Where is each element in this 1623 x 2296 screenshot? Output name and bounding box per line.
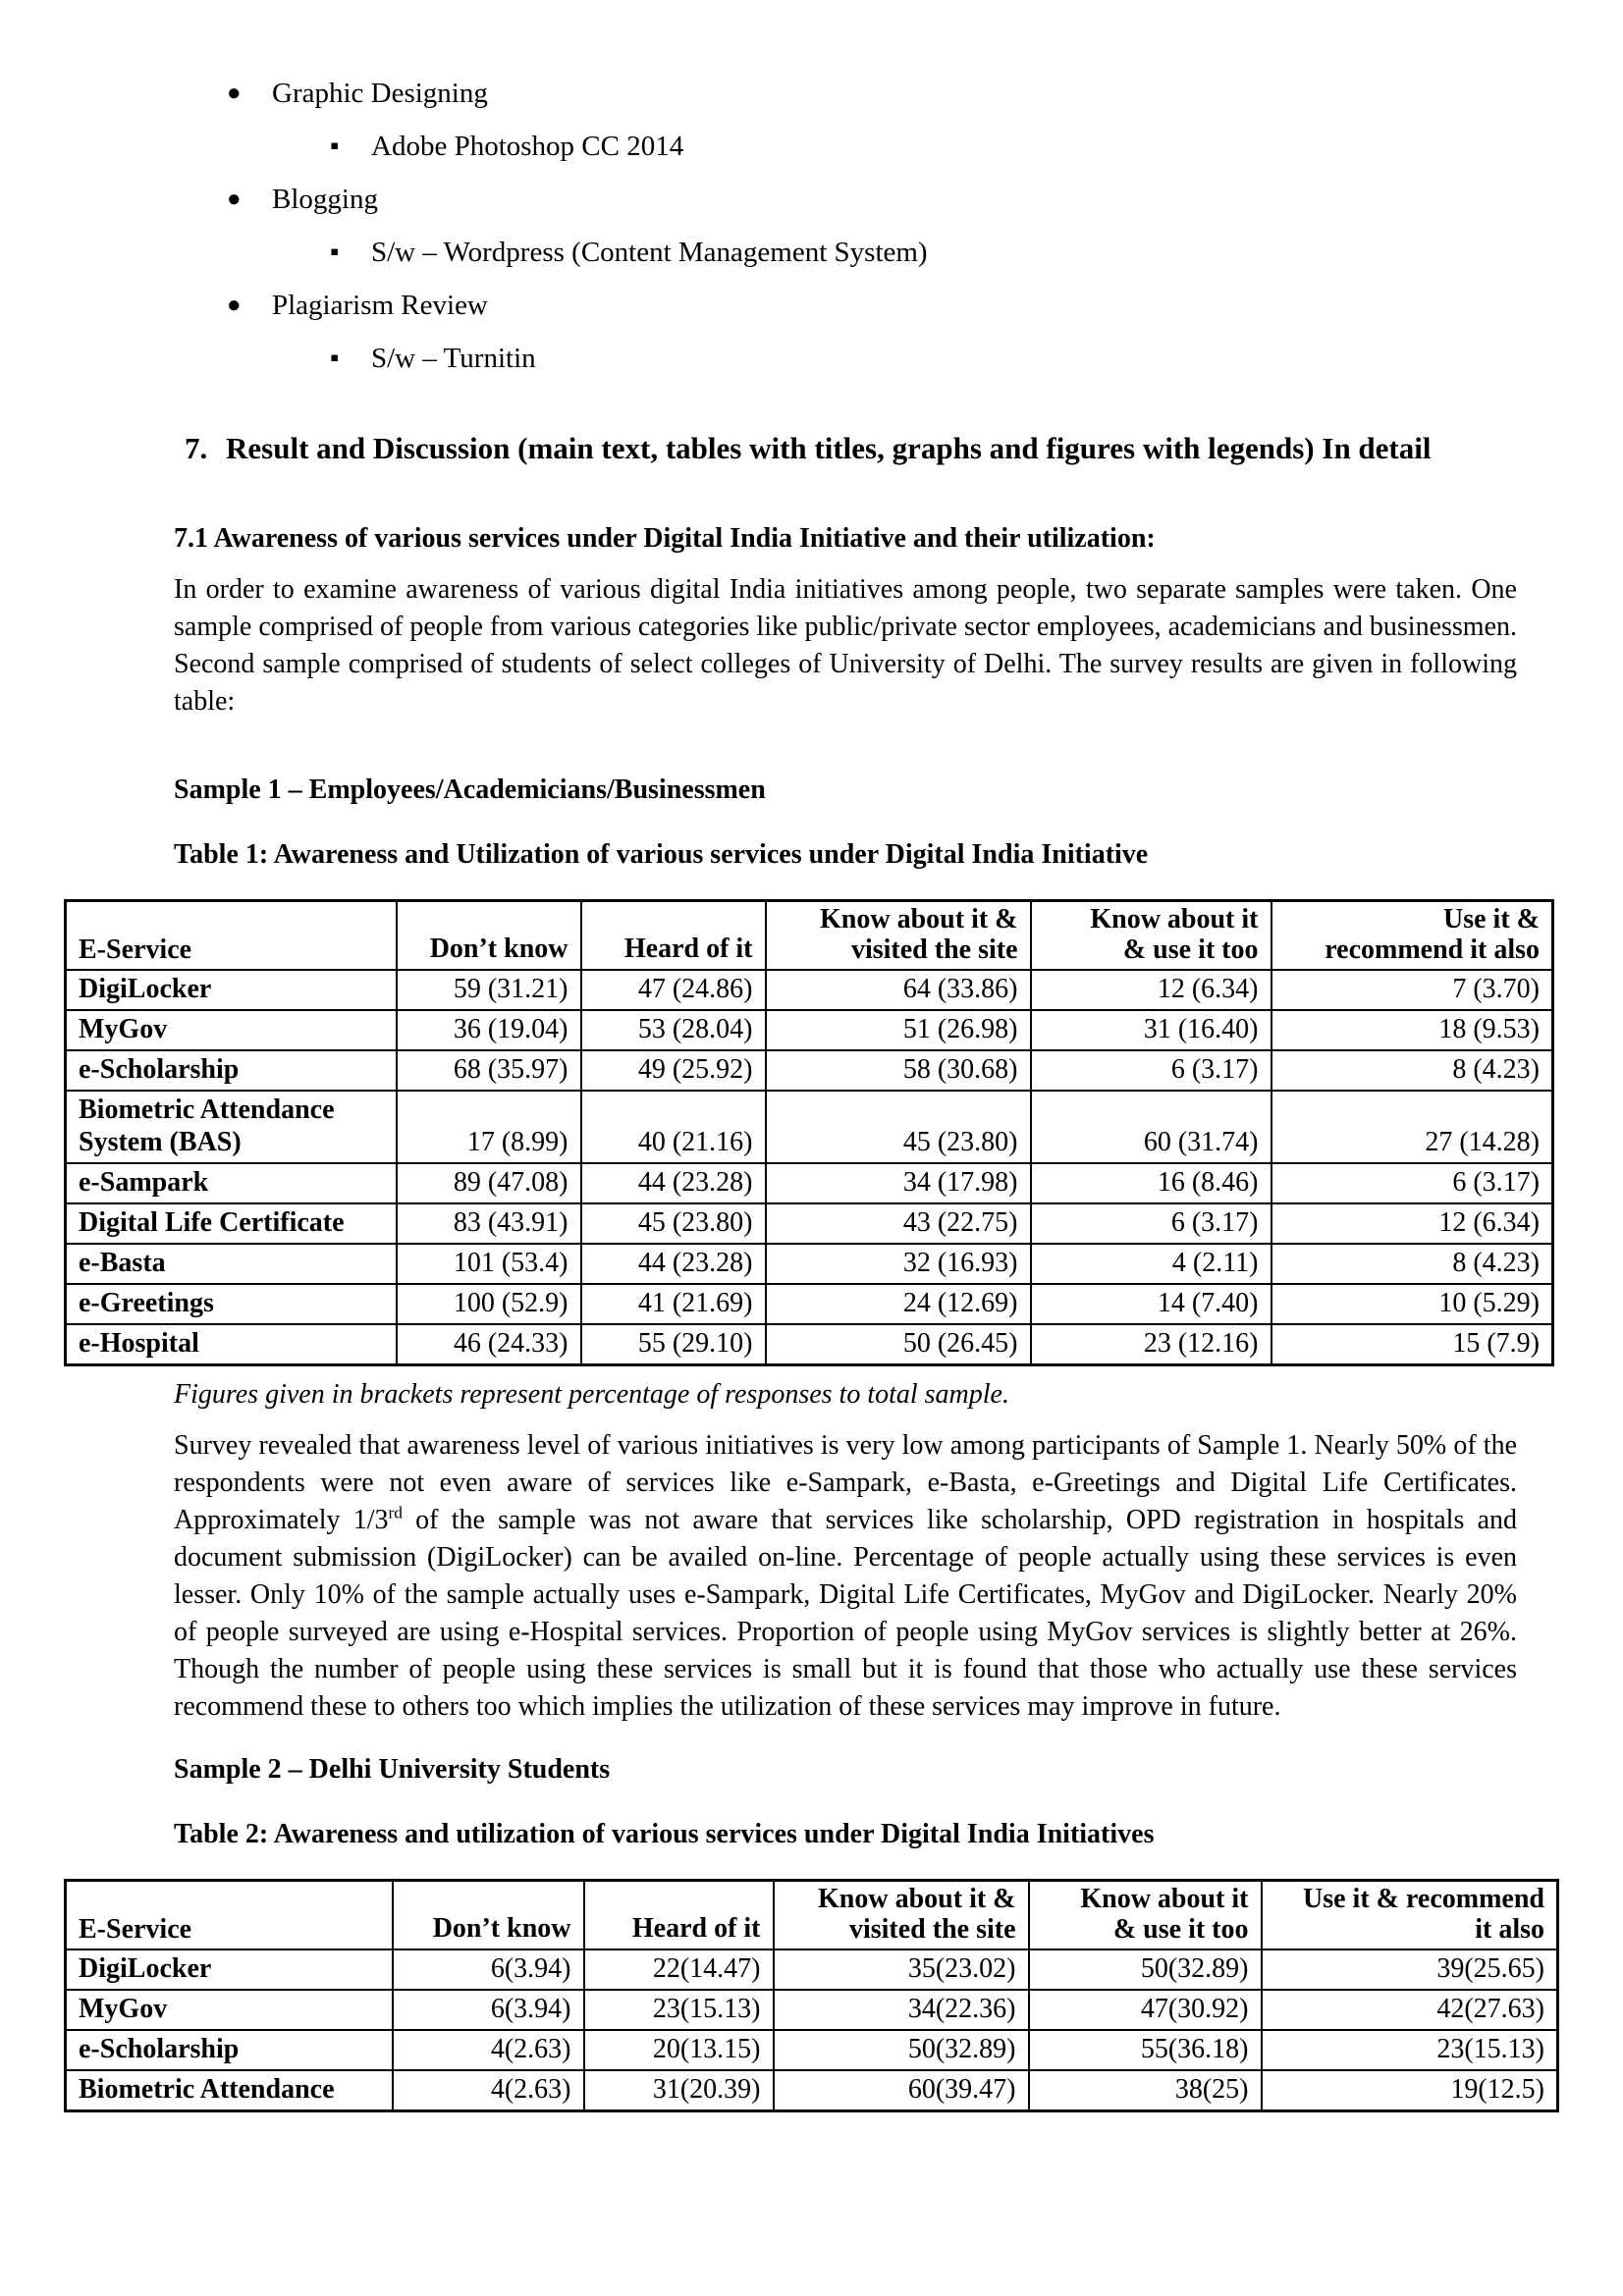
sub-bullet-item: [0, 226, 1623, 279]
value-cell: 6 (3.17): [1031, 1203, 1271, 1244]
header-line: & use it too: [1112, 1914, 1249, 1945]
value-cell: 58 (30.68): [766, 1050, 1031, 1091]
value-cell: 59 (31.21): [397, 970, 581, 1010]
service-cell: e-Scholarship: [66, 1050, 397, 1091]
sample1-heading: Sample 1 – Employees/Academicians/Businessmen: [174, 774, 766, 805]
service-cell: DigiLocker: [66, 970, 397, 1010]
value-cell: 14 (7.40): [1031, 1284, 1271, 1324]
table1-header-row: [66, 901, 1553, 971]
heading-text: Result and Discussion (main text, tables with titles, graphs and figures with legends) In detail: [226, 431, 1432, 465]
table1-title: Table 1: Awareness and Utilization of various services under Digital India Initiative: [174, 839, 1149, 870]
value-cell: 50 (26.45): [766, 1324, 1031, 1365]
value-cell: 6(3.94): [393, 1949, 584, 1990]
table-row: [66, 2070, 1558, 2111]
value-cell: 19(12.5): [1262, 2070, 1558, 2111]
service-cell: DigiLocker: [66, 1949, 393, 1990]
ordinal-superscript: rd: [388, 1503, 403, 1522]
bullet-label: Adobe Photoshop CC 2014: [371, 131, 684, 162]
intro-paragraph: In order to examine awareness of various digital India initiatives among people, two separate samples were taken. One sample comprised of people from various categories like public/private sector employees, academicians and businessmen. Second sample comprised of students of select colleges of University of Delhi. The survey results are given in following table:: [174, 574, 1517, 717]
bullet-item: [0, 173, 1623, 226]
value-cell: 53 (28.04): [581, 1010, 766, 1050]
col-header-e-service: E-Service: [66, 1881, 393, 1950]
square-bullet-icon: ▪: [330, 238, 340, 266]
value-cell: 22(14.47): [584, 1949, 774, 1990]
value-cell: 40 (21.16): [581, 1091, 766, 1163]
table-row: [66, 1949, 1558, 1990]
value-cell: 34 (17.98): [766, 1163, 1031, 1203]
value-cell: 55(36.18): [1029, 2030, 1262, 2070]
sub-bullet-item: [0, 120, 1623, 173]
value-cell: 50(32.89): [774, 2030, 1029, 2070]
col-header-know-visited: [766, 901, 1031, 971]
value-cell: 8 (4.23): [1271, 1244, 1553, 1284]
header-line: Know about it &: [820, 904, 1018, 934]
value-cell: 64 (33.86): [766, 970, 1031, 1010]
col-header-know-visited: [774, 1881, 1029, 1950]
value-cell: 16 (8.46): [1031, 1163, 1271, 1203]
header-line: Know about it: [1090, 904, 1259, 934]
value-cell: 68 (35.97): [397, 1050, 581, 1091]
value-cell: 50(32.89): [1029, 1949, 1262, 1990]
col-header-e-service: E-Service: [66, 901, 397, 971]
value-cell: 83 (43.91): [397, 1203, 581, 1244]
value-cell: 24 (12.69): [766, 1284, 1031, 1324]
value-cell: 31 (16.40): [1031, 1010, 1271, 1050]
discussion-text: Survey revealed that awareness level of various initiatives is very low among participants of Sample 1. Nearly 50% of the respondents were not even aware of services like e-Sampark, e-Basta, e-Greetings and Digital Life Certificates. Approximately 1/3: [174, 1430, 1517, 1535]
header-line: Know about it: [1080, 1884, 1249, 1914]
service-cell: MyGov: [66, 1010, 397, 1050]
header-line: visited the site: [848, 1914, 1016, 1945]
value-cell: 6 (3.17): [1271, 1163, 1553, 1203]
bullet-label: Plagiarism Review: [272, 290, 488, 321]
square-bullet-icon: ▪: [330, 132, 340, 160]
value-cell: 49 (25.92): [581, 1050, 766, 1091]
service-cell: Biometric Attendance: [66, 2070, 393, 2111]
discussion-text: of the sample was not aware that services like scholarship, OPD registration in hospitals and document submission (DigiLocker) can be availed on-line. Percentage of people actually using these services is even lesser. Only 10% of the sample actually uses e-Sampark, Digital Life Certificates, MyGov and DigiLocker. Nearly 20% of people surveyed are using e-Hospital services. Proportion of people using MyGov services is slightly better at 26%. Though the number of people using these services is small but it is found that those who actually use these services recommend these to others too which implies the utilization of these services may improve in future.: [174, 1505, 1517, 1722]
table-row: [66, 1163, 1553, 1203]
discussion-paragraph: [174, 1427, 1517, 1726]
value-cell: 47 (24.86): [581, 970, 766, 1010]
value-cell: 43 (22.75): [766, 1203, 1031, 1244]
value-cell: 23(15.13): [584, 1990, 774, 2030]
table1-awareness: [64, 899, 1554, 1366]
service-cell: MyGov: [66, 1990, 393, 2030]
table-row: [66, 1324, 1553, 1365]
header-line: Use it & recommend: [1303, 1884, 1544, 1914]
sample2-heading: Sample 2 – Delhi University Students: [174, 1754, 611, 1785]
value-cell: 15 (7.9): [1271, 1324, 1553, 1365]
value-cell: 17 (8.99): [397, 1091, 581, 1163]
value-cell: 60 (31.74): [1031, 1091, 1271, 1163]
value-cell: 44 (23.28): [581, 1163, 766, 1203]
value-cell: 8 (4.23): [1271, 1050, 1553, 1091]
value-cell: 4(2.63): [393, 2030, 584, 2070]
bullet-label: S/w – Turnitin: [371, 343, 536, 374]
value-cell: 55 (29.10): [581, 1324, 766, 1365]
service-cell: Digital Life Certificate: [66, 1203, 397, 1244]
value-cell: 60(39.47): [774, 2070, 1029, 2111]
value-cell: 45 (23.80): [581, 1203, 766, 1244]
value-cell: 31(20.39): [584, 2070, 774, 2111]
value-cell: 89 (47.08): [397, 1163, 581, 1203]
value-cell: 4(2.63): [393, 2070, 584, 2111]
table-row: [66, 1203, 1553, 1244]
square-bullet-icon: ▪: [330, 344, 340, 372]
value-cell: 10 (5.29): [1271, 1284, 1553, 1324]
value-cell: 4 (2.11): [1031, 1244, 1271, 1284]
bullet-label: Graphic Designing: [272, 78, 488, 109]
software-bullet-list: [0, 0, 1623, 385]
disc-bullet-icon: ●: [227, 80, 242, 106]
table2-title: Table 2: Awareness and utilization of various services under Digital India Initiatives: [174, 1819, 1155, 1849]
header-line: visited the site: [850, 934, 1018, 965]
value-cell: 35(23.02): [774, 1949, 1029, 1990]
service-cell: e-Basta: [66, 1244, 397, 1284]
value-cell: 18 (9.53): [1271, 1010, 1553, 1050]
table-row: [66, 1050, 1553, 1091]
value-cell: 45 (23.80): [766, 1091, 1031, 1163]
disc-bullet-icon: ●: [227, 293, 242, 318]
service-cell: e-Sampark: [66, 1163, 397, 1203]
header-line: Use it &: [1443, 904, 1540, 934]
value-cell: 47(30.92): [1029, 1990, 1262, 2030]
value-cell: 23 (12.16): [1031, 1324, 1271, 1365]
col-header-heard-of-it: Heard of it: [584, 1881, 774, 1950]
value-cell: 100 (52.9): [397, 1284, 581, 1324]
value-cell: 42(27.63): [1262, 1990, 1558, 2030]
value-cell: 12 (6.34): [1031, 970, 1271, 1010]
value-cell: 32 (16.93): [766, 1244, 1031, 1284]
table1-footnote: Figures given in brackets represent percentage of responses to total sample.: [174, 1379, 1009, 1410]
disc-bullet-icon: ●: [227, 187, 242, 212]
table-row: [66, 1010, 1553, 1050]
heading-number: 7.: [185, 431, 208, 465]
value-cell: 7 (3.70): [1271, 970, 1553, 1010]
table2-header-row: [66, 1881, 1558, 1950]
col-header-use-recommend: [1271, 901, 1553, 971]
bullet-item: [0, 67, 1623, 120]
header-line: & use it too: [1122, 934, 1259, 965]
service-cell: e-Greetings: [66, 1284, 397, 1324]
value-cell: 41 (21.69): [581, 1284, 766, 1324]
col-header-heard-of-it: Heard of it: [581, 901, 766, 971]
header-line: Know about it &: [818, 1884, 1016, 1914]
value-cell: 27 (14.28): [1271, 1091, 1553, 1163]
value-cell: 34(22.36): [774, 1990, 1029, 2030]
value-cell: 38(25): [1029, 2070, 1262, 2111]
value-cell: 6 (3.17): [1031, 1050, 1271, 1091]
service-cell: e-Scholarship: [66, 2030, 393, 2070]
col-header-know-use: [1031, 901, 1271, 971]
table2-awareness: [64, 1879, 1559, 2112]
value-cell: 51 (26.98): [766, 1010, 1031, 1050]
value-cell: 12 (6.34): [1271, 1203, 1553, 1244]
table-row: [66, 2030, 1558, 2070]
sub-bullet-item: [0, 332, 1623, 385]
value-cell: 46 (24.33): [397, 1324, 581, 1365]
value-cell: 36 (19.04): [397, 1010, 581, 1050]
col-header-know-use: [1029, 1881, 1262, 1950]
table-row: [66, 970, 1553, 1010]
bullet-item: [0, 279, 1623, 332]
service-cell: e-Hospital: [66, 1324, 397, 1365]
bullet-label: Blogging: [272, 184, 378, 215]
table-row: [66, 1244, 1553, 1284]
table-row: [66, 1091, 1553, 1163]
value-cell: 44 (23.28): [581, 1244, 766, 1284]
col-header-dont-know: Don’t know: [393, 1881, 584, 1950]
table-row: [66, 1990, 1558, 2030]
col-header-use-recommend: [1262, 1881, 1558, 1950]
value-cell: 39(25.65): [1262, 1949, 1558, 1990]
value-cell: 6(3.94): [393, 1990, 584, 2030]
header-line: recommend it also: [1325, 934, 1540, 965]
bullet-label: S/w – Wordpress (Content Management System): [371, 237, 928, 268]
value-cell: 23(15.13): [1262, 2030, 1558, 2070]
value-cell: 101 (53.4): [397, 1244, 581, 1284]
table-row: [66, 1284, 1553, 1324]
value-cell: 20(13.15): [584, 2030, 774, 2070]
section-7-1-title: 7.1 Awareness of various services under Digital India Initiative and their utilization:: [174, 523, 1156, 554]
section-7-heading: [185, 426, 1525, 471]
col-header-dont-know: Don’t know: [397, 901, 581, 971]
header-line: it also: [1475, 1914, 1544, 1945]
service-cell: Biometric Attendance System (BAS): [66, 1091, 397, 1163]
